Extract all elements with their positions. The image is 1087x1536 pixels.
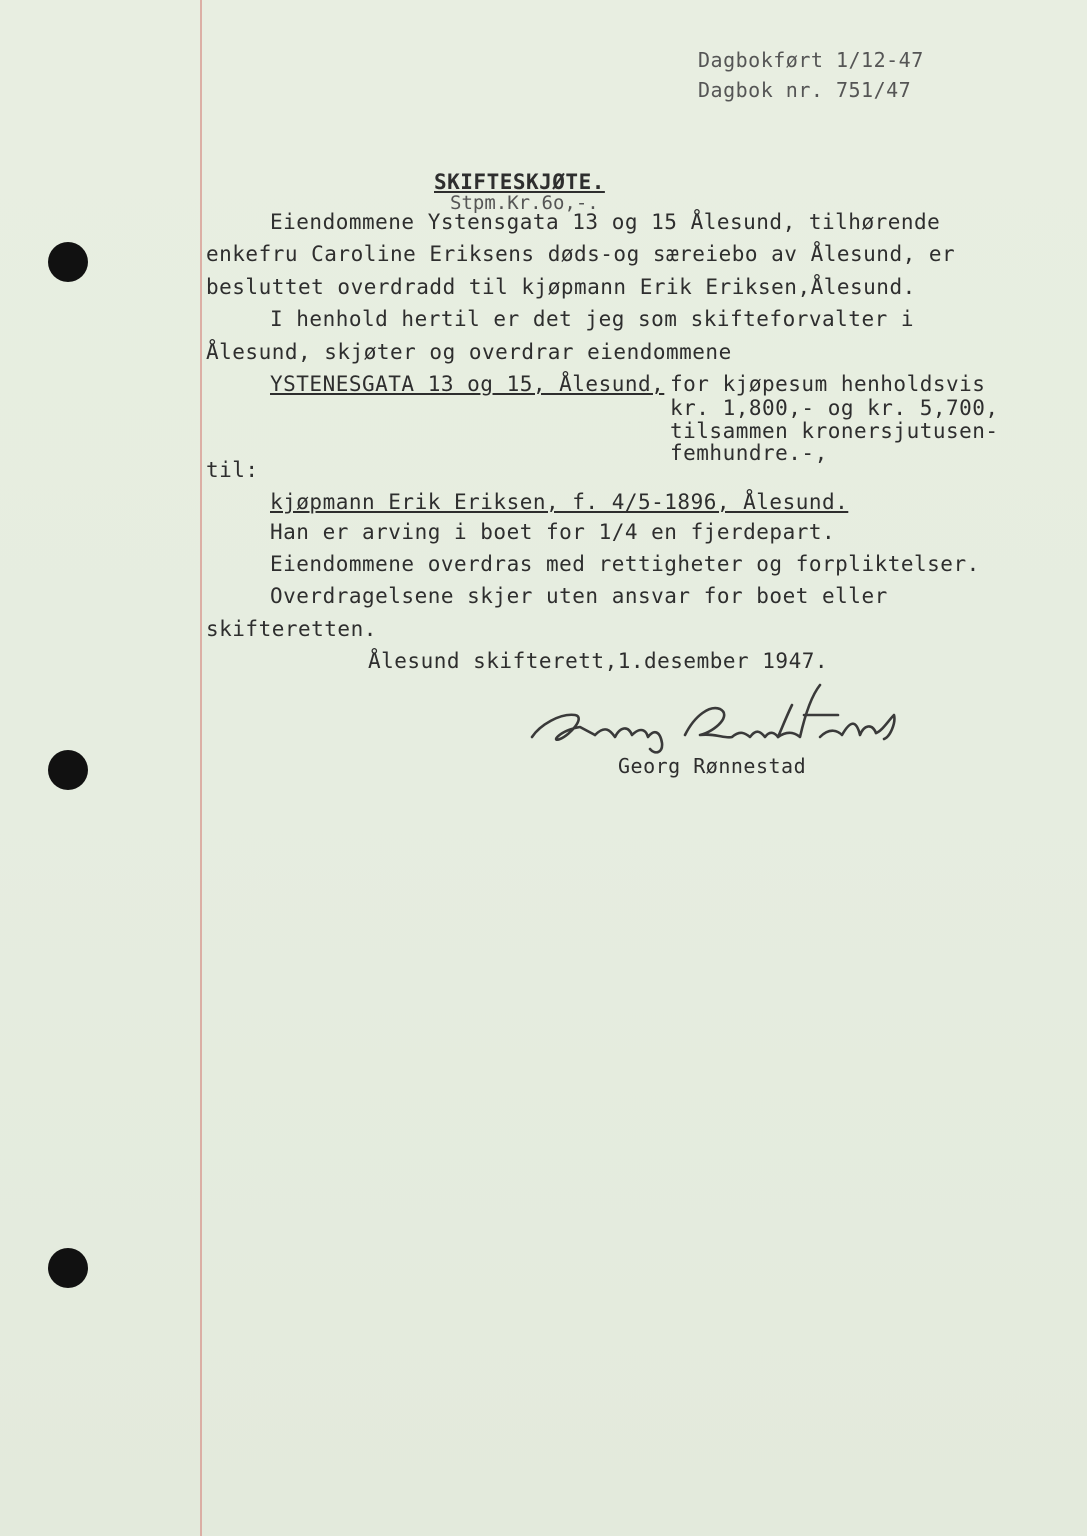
body-line: Eiendommene overdras med rettigheter og forpliktelser. (270, 552, 980, 576)
body-line: I henhold hertil er det jeg som skifteforvalter i (270, 307, 915, 331)
property-name: YSTENESGATA 13 og 15, Ålesund, (270, 372, 665, 396)
journal-number: Dagbok nr. 751/47 (698, 78, 912, 102)
punch-hole-bottom (48, 1248, 88, 1288)
price-line: for kjøpesum henholdsvis (670, 372, 986, 396)
price-line: femhundre.-, (670, 441, 828, 465)
body-line: besluttet overdradd til kjøpmann Erik Eriksen,Ålesund. (206, 275, 916, 299)
price-line: kr. 1,800,- og kr. 5,700, (670, 396, 999, 420)
place-date: Ålesund skifterett,1.desember 1947. (368, 649, 829, 673)
document-title: SKIFTESKJØTE. (434, 170, 605, 194)
signatory-name: Georg Rønnestad (618, 754, 807, 778)
body-line: skifteretten. (206, 617, 377, 641)
punch-hole-top (48, 242, 88, 282)
to-label: til: (206, 458, 259, 482)
stamp-duty: Stpm.Kr.6o,-. (450, 192, 599, 214)
body-line: Eiendommene Ystensgata 13 og 15 Ålesund, tilhørende (270, 210, 941, 234)
body-line: Overdragelsene skjer uten ansvar for boet eller (270, 584, 888, 608)
body-line: Han er arving i boet for 1/4 en fjerdepart. (270, 520, 836, 544)
price-line: tilsammen kronersjutusen- (670, 419, 999, 443)
body-line: enkefru Caroline Eriksens døds-og særeiebo av Ålesund, er (206, 242, 956, 266)
journal-entry-date: Dagbokført 1/12-47 (698, 48, 924, 72)
buyer-line: kjøpmann Erik Eriksen, f. 4/5-1896, Ålesund. (270, 490, 849, 514)
body-line: Ålesund, skjøter og overdrar eiendommene (206, 340, 732, 364)
punch-hole-middle (48, 750, 88, 790)
margin-line (200, 0, 202, 1536)
